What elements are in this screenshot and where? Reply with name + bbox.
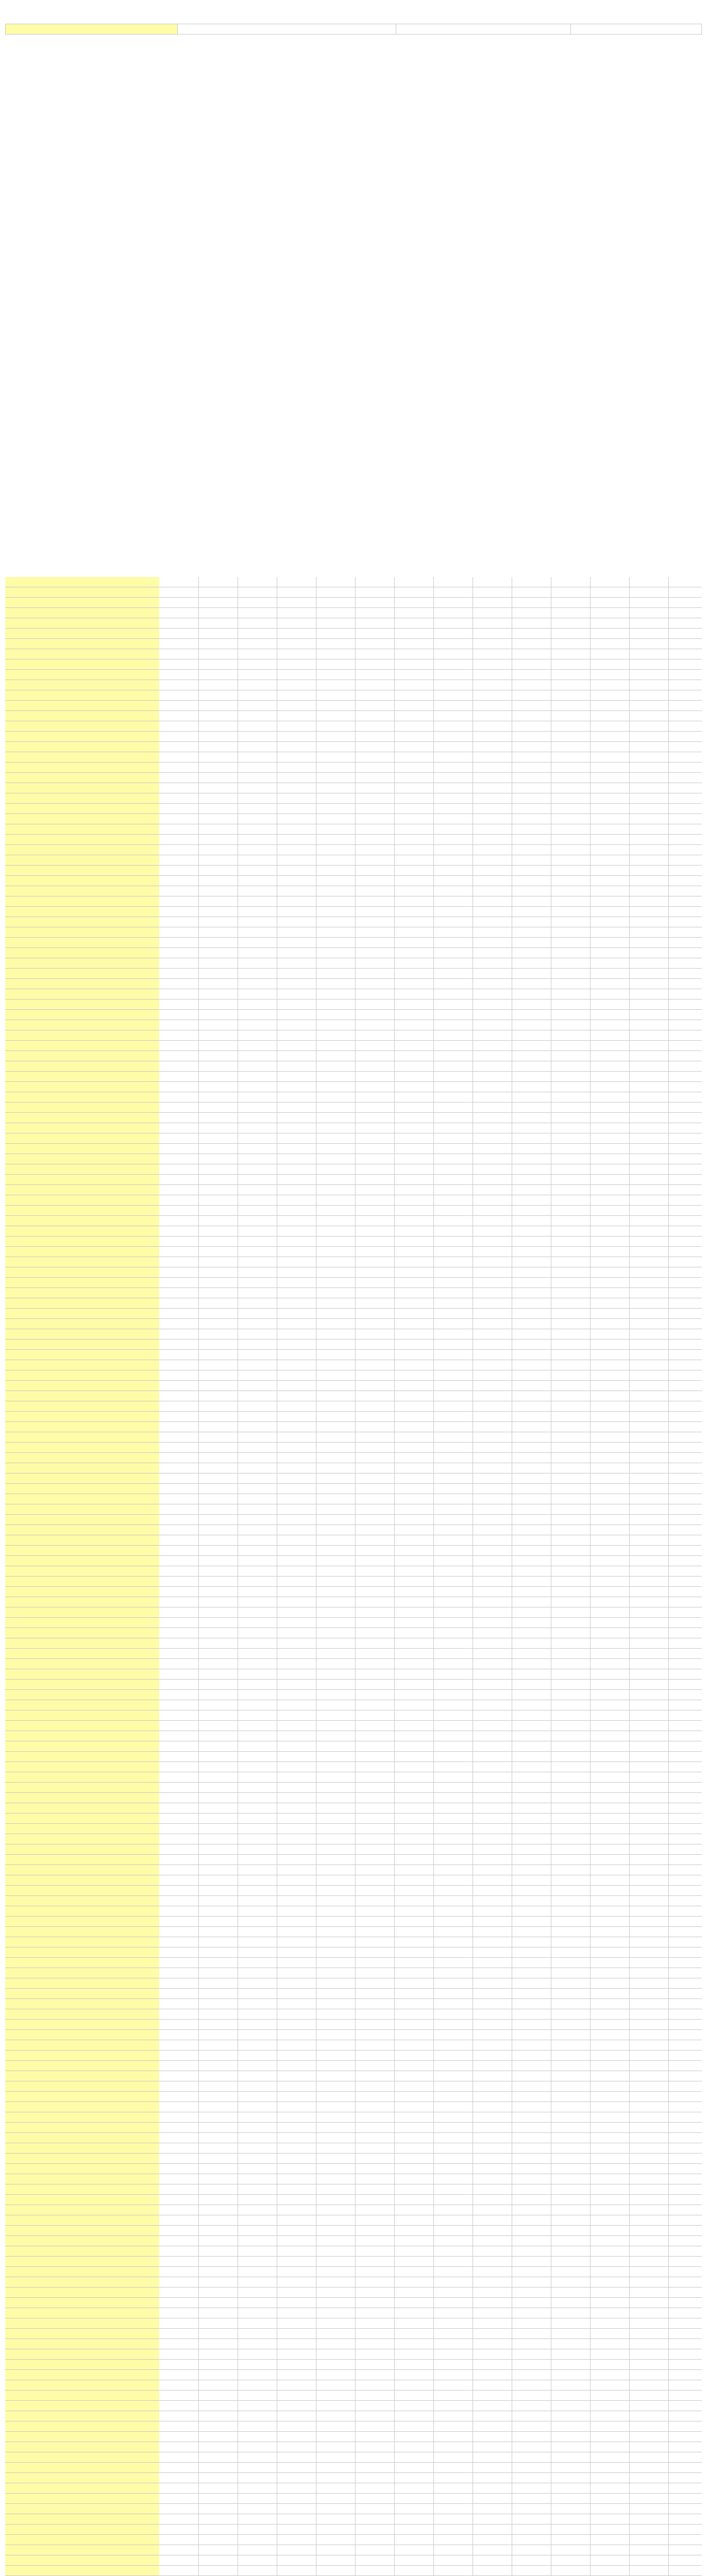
header-row-groups (6, 24, 702, 35)
table-continuation (5, 577, 702, 2576)
statistics-table (5, 24, 702, 35)
continuation-value-columns (160, 577, 702, 2576)
header-indicator (6, 24, 178, 35)
header-group-absolute (178, 24, 396, 35)
header-group-index (396, 24, 570, 35)
header-group-rate (570, 24, 701, 35)
data-grid (5, 24, 702, 35)
continuation-label-column (5, 577, 159, 2576)
